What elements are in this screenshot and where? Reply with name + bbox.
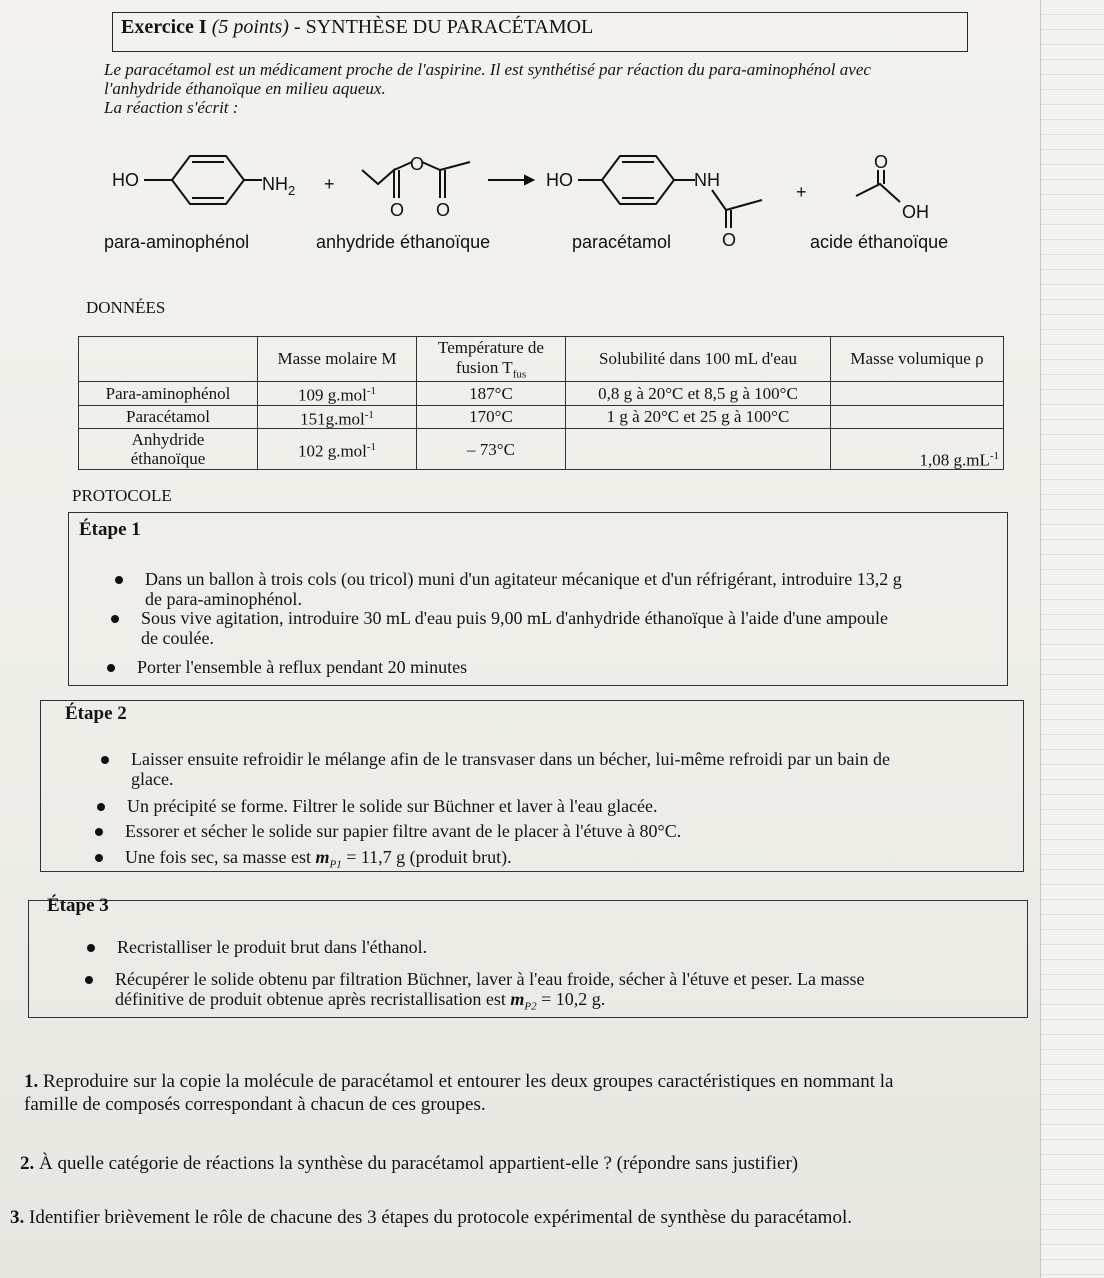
table-header-row — [79, 337, 1004, 382]
plus-sign-2: + — [796, 182, 807, 202]
reaction-scheme — [0, 140, 1040, 270]
data-table — [78, 336, 1004, 470]
question-2: 2. À quelle catégorie de réactions la synthèse du paracétamol appartient-elle ? (répondre sans justifier) — [20, 1153, 799, 1174]
row-name: Paracétamol — [79, 405, 258, 429]
row-solub — [566, 429, 831, 470]
step-3-box — [28, 895, 1028, 1018]
row-tfus: 187°C — [417, 382, 566, 406]
row-molar: 102 g.mol$^{-1}$ — [258, 429, 417, 470]
benzene-ring-right — [602, 156, 674, 204]
benzene-ring-left — [172, 156, 244, 204]
donnees-heading: DONNÉES — [86, 298, 166, 317]
row-solub: 0,8 g à 20°C et 8,5 g à 100°C — [566, 382, 831, 406]
row-rho — [831, 382, 1004, 406]
step-2-item: Essorer et sécher le solide sur papier filtre avant de le placer à l'étuve à 80°C. — [125, 821, 1005, 841]
step-1-item: Porter l'ensemble à reflux pendant 20 minutes — [137, 657, 1003, 677]
anhydride-o-bridge: O — [410, 154, 425, 174]
nh2-label: $NH_2$ — [262, 174, 296, 198]
intro-line: La réaction s'écrit : — [104, 98, 239, 117]
step-3-item: Récupérer le solide obtenu par filtration Büchner, laver à l'eau froide, sécher à l'étuve et peser. La masse définitive de produit obtenue après recristallisation est $m_{P2} = 10,2$ g. — [115, 969, 1025, 1017]
row-tfus: 170°C — [417, 405, 566, 429]
question-1: 1. Reproduire sur la copie la molécule de paracétamol et entourer les deux groupes caractéristiques en nommant la famille de composés correspondant à chacun de ces groupes. — [24, 1071, 894, 1115]
row-molar: 151g.mol$^{-1}$ — [258, 405, 417, 429]
protocole-heading: PROTOCOLE — [72, 486, 172, 505]
oh-label: OH — [902, 202, 929, 222]
nh-label: NH — [694, 170, 720, 190]
intro-text — [104, 60, 984, 117]
step-1-box — [68, 512, 1008, 686]
table-row — [79, 382, 1004, 406]
step-2-title: Étape 2 — [65, 703, 127, 724]
step-2-box — [40, 700, 1024, 872]
label-para-aminophenol: para-aminophénol — [104, 232, 250, 252]
exercise-title-box — [112, 12, 968, 52]
exercise-label: Exercice I — [121, 16, 207, 38]
row-name: Anhydride éthanoïque — [79, 429, 258, 470]
plus-sign: + — [324, 174, 335, 194]
label-anhydride: anhydride éthanoïque — [316, 232, 491, 252]
table-header-tfus: Température de fusion $T_{fus}$ — [417, 337, 566, 382]
row-molar: 109 g.mol$^{-1}$ — [258, 382, 417, 406]
table-row — [79, 429, 1004, 470]
acid-o: O — [874, 152, 889, 172]
exercise-title: - SYNTHÈSE DU PARACÉTAMOL — [293, 16, 594, 38]
row-tfus: – 73°C — [417, 429, 566, 470]
ho-left-label: HO — [112, 170, 139, 190]
step-1-title: Étape 1 — [79, 519, 141, 540]
row-solub: 1 g à 20°C et 25 g à 100°C — [566, 405, 831, 429]
row-rho: 1,08 $g.mL^{-1}$ — [831, 429, 1004, 470]
table-header-empty — [79, 337, 258, 382]
ho-right-label: HO — [546, 170, 573, 190]
notebook-page-edge — [1040, 0, 1104, 1278]
table-header-solub: Solubilité dans 100 mL d'eau — [566, 337, 831, 382]
anhydride-o-left: O — [390, 200, 405, 220]
step-1-item: Sous vive agitation, introduire 30 mL d'eau puis 9,00 mL d'anhydride éthanoïque à l'aide d'une ampoule de coulée. — [141, 608, 1007, 648]
table-header-rho: Masse volumique ρ — [831, 337, 1004, 382]
row-rho — [831, 405, 1004, 429]
row-name: Para-aminophénol — [79, 382, 258, 406]
step-2-item: Laisser ensuite refroidir le mélange afin de le transvaser dans un bécher, lui-même refroidi par un bain de glace. — [131, 749, 1011, 789]
label-paracetamol: paracétamol — [572, 232, 672, 252]
exercise-points: (5 points) — [211, 16, 289, 38]
step-2-item: Un précipité se forme. Filtrer le solide sur Büchner et laver à l'eau glacée. — [127, 796, 1007, 816]
step-2-item: Une fois sec, sa masse est $m_{P1} = 11,7$ g (produit brut). — [125, 847, 1005, 875]
intro-line: Le paracétamol est un médicament proche de l'aspirine. Il est synthétisé par réaction du para-aminophénol avec — [104, 60, 871, 79]
step-3-title: Étape 3 — [47, 895, 109, 916]
paracetamol-o: O — [722, 230, 737, 250]
anhydride-o-right: O — [436, 200, 451, 220]
intro-line: l'anhydride éthanoïque en milieu aqueux. — [104, 79, 386, 98]
step-3-item: Recristalliser le produit brut dans l'éthanol. — [117, 937, 1017, 957]
question-3: 3. Identifier brièvement le rôle de chacune des 3 étapes du protocole expérimental de synthèse du paracétamol. — [10, 1207, 852, 1228]
step-1-item: Dans un ballon à trois cols (ou tricol) muni d'un agitateur mécanique et d'un réfrigérant, introduire 13,2 g de para-aminophénol. — [145, 569, 1005, 609]
table-row — [79, 405, 1004, 429]
table-header-molar: Masse molaire M — [258, 337, 417, 382]
label-acide-ethanoique: acide éthanoïque — [810, 232, 949, 252]
